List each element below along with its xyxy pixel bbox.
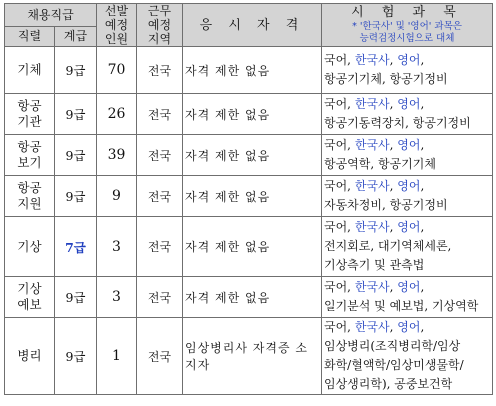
recruit-unit-header: 채용직급	[5, 4, 97, 27]
subject-text: ,	[389, 179, 398, 193]
work-region-cell: 전국	[137, 135, 183, 176]
subject-highlight: 한국사	[354, 138, 390, 152]
work-region-header	[137, 4, 183, 47]
exam-subjects-cell	[322, 94, 493, 135]
qualification-header: 응 시 자 격	[183, 4, 322, 47]
grade-header: 계급	[55, 27, 97, 47]
subject-highlight: 한국사	[354, 320, 390, 334]
subject-highlight: 한국사	[354, 53, 390, 67]
job-type-text: 병리	[17, 348, 42, 363]
subject-text: ,	[389, 97, 398, 111]
planned-count-cell: 3	[97, 217, 137, 277]
subject-line	[324, 318, 490, 337]
subject-text: ,	[420, 53, 425, 67]
header-row-1	[5, 4, 493, 27]
subject-text: ,	[420, 138, 425, 152]
subject-line	[324, 136, 490, 155]
job-type-cell	[5, 318, 55, 395]
subject-line	[324, 337, 490, 356]
subject-line	[324, 356, 490, 375]
work-region-cell: 전국	[137, 47, 183, 94]
table-row	[5, 318, 493, 395]
planned-count-header-line: 인원	[104, 32, 129, 46]
subject-text: 항공기기체, 항공기정비	[324, 72, 448, 86]
subject-line	[324, 237, 490, 256]
subject-highlight: 영어	[397, 179, 421, 193]
subject-text: 국어,	[324, 179, 355, 193]
recruitment-table-container	[4, 3, 493, 395]
subject-text: ,	[389, 320, 398, 334]
subject-text: ,	[420, 280, 425, 294]
subject-line	[324, 177, 490, 196]
table-row	[5, 94, 493, 135]
qualification-cell: 자격 제한 없음	[183, 47, 322, 94]
subject-text: 국어,	[324, 138, 355, 152]
qualification-cell: 임상병리사 자격증 소지자	[183, 318, 322, 395]
table-row	[5, 176, 493, 217]
table-row	[5, 47, 493, 94]
subject-line	[324, 256, 490, 275]
subject-line	[324, 278, 490, 297]
grade-cell: 9급	[55, 176, 97, 217]
job-type-cell	[5, 94, 55, 135]
subject-text: 전지회로, 대기역체세론,	[324, 239, 452, 253]
job-type-text: 항공	[17, 139, 42, 154]
qualification-cell: 자격 제한 없음	[183, 135, 322, 176]
qualification-cell: 자격 제한 없음	[183, 94, 322, 135]
subject-text: 기상측기 및 관측법	[324, 258, 425, 272]
work-region-cell: 전국	[137, 94, 183, 135]
subject-line	[324, 218, 490, 237]
subject-text: 임상생리학), 공중보건학	[324, 377, 453, 391]
subject-text: 항공역학, 항공기기체	[324, 157, 436, 171]
subject-line	[324, 51, 490, 70]
subject-highlight: 영어	[397, 320, 421, 334]
grade-cell: 9급	[55, 47, 97, 94]
subject-text: 국어,	[324, 220, 355, 234]
job-type-cell	[5, 135, 55, 176]
exam-note-line-2: 능력검정시험으로 대체	[359, 32, 455, 44]
exam-note-line-1: * '한국사' 및 '영어' 과목은	[352, 20, 462, 32]
subject-line	[324, 95, 490, 114]
subject-highlight: 영어	[397, 280, 421, 294]
table-row	[5, 277, 493, 318]
qualification-cell: 자격 제한 없음	[183, 277, 322, 318]
work-region-header-line: 예정	[147, 18, 172, 32]
job-type-text: 기상	[17, 238, 42, 254]
planned-count-cell: 70	[97, 47, 137, 94]
subject-line	[324, 297, 490, 316]
subject-text: ,	[420, 220, 425, 234]
exam-subjects-cell	[322, 318, 493, 395]
job-type-cell	[5, 277, 55, 318]
qualification-cell: 자격 제한 없음	[183, 176, 322, 217]
subject-text: 일기분석 및 예보법, 기상역학	[324, 299, 479, 313]
job-type-text: 지원	[17, 196, 42, 211]
job-type-header: 직렬	[5, 27, 55, 47]
planned-count-header	[97, 4, 137, 47]
work-region-cell: 전국	[137, 277, 183, 318]
subject-text: 국어,	[324, 97, 355, 111]
job-type-cell	[5, 176, 55, 217]
table-body	[5, 47, 493, 395]
planned-count-cell: 3	[97, 277, 137, 318]
subject-text: ,	[420, 320, 425, 334]
table-row	[5, 135, 493, 176]
exam-subjects-cell	[322, 277, 493, 318]
subject-text: 임상병리(조직병리학/임상	[324, 339, 461, 353]
subject-text: ,	[389, 280, 398, 294]
subject-line	[324, 70, 490, 89]
table-row	[5, 217, 493, 277]
subject-text: 자동차정비, 항공기정비	[324, 198, 448, 212]
subject-highlight: 한국사	[354, 179, 390, 193]
exam-subjects-title: 시 험 과 목	[351, 4, 463, 20]
recruitment-table	[4, 3, 493, 395]
exam-subjects-header	[322, 4, 493, 47]
subject-line	[324, 155, 490, 174]
subject-text: ,	[389, 138, 398, 152]
subject-highlight: 영어	[397, 220, 421, 234]
planned-count-header-line: 예정	[104, 18, 129, 32]
work-region-header-line: 근무	[147, 4, 172, 18]
grade-cell: 9급	[55, 135, 97, 176]
subject-highlight: 한국사	[354, 280, 390, 294]
subject-text: 국어,	[324, 280, 355, 294]
subject-highlight: 영어	[397, 138, 421, 152]
subject-text: 항공기동력장치, 항공기정비	[324, 116, 471, 130]
subject-text: ,	[389, 220, 398, 234]
subject-line	[324, 196, 490, 215]
exam-subjects-cell	[322, 47, 493, 94]
subject-text: ,	[420, 97, 425, 111]
work-region-cell: 전국	[137, 217, 183, 277]
grade-cell: 9급	[55, 318, 97, 395]
planned-count-cell: 26	[97, 94, 137, 135]
subject-text: ,	[389, 53, 398, 67]
qualification-cell: 자격 제한 없음	[183, 217, 322, 277]
planned-count-header-line: 선발	[104, 4, 129, 18]
work-region-cell: 전국	[137, 176, 183, 217]
subject-highlight: 한국사	[354, 97, 390, 111]
grade-cell: 9급	[55, 277, 97, 318]
job-type-text: 항공	[17, 98, 42, 113]
subject-line	[324, 114, 490, 133]
work-region-header-line: 지역	[147, 32, 172, 46]
job-type-text: 기상	[17, 281, 42, 296]
subject-highlight: 영어	[397, 97, 421, 111]
job-type-cell	[5, 47, 55, 94]
exam-subjects-cell	[322, 135, 493, 176]
job-type-cell	[5, 217, 55, 277]
planned-count-cell: 1	[97, 318, 137, 395]
subject-line	[324, 375, 490, 394]
grade-cell: 9급	[55, 94, 97, 135]
subject-highlight: 한국사	[354, 220, 390, 234]
job-type-text: 기체	[17, 62, 42, 77]
subject-text: 화학/혈액학/임상미생물학/	[324, 358, 464, 372]
job-type-text: 예보	[17, 297, 42, 312]
planned-count-cell: 39	[97, 135, 137, 176]
exam-subjects-cell	[322, 176, 493, 217]
work-region-cell: 전국	[137, 318, 183, 395]
subject-text: 국어,	[324, 53, 355, 67]
subject-highlight: 영어	[397, 53, 421, 67]
subject-text: 국어,	[324, 320, 355, 334]
planned-count-cell: 9	[97, 176, 137, 217]
subject-text: ,	[420, 179, 425, 193]
exam-subjects-cell	[322, 217, 493, 277]
grade-cell: 7급	[55, 217, 97, 277]
job-type-text: 보기	[17, 155, 42, 170]
job-type-text: 기관	[17, 114, 42, 129]
job-type-text: 항공	[17, 180, 42, 195]
